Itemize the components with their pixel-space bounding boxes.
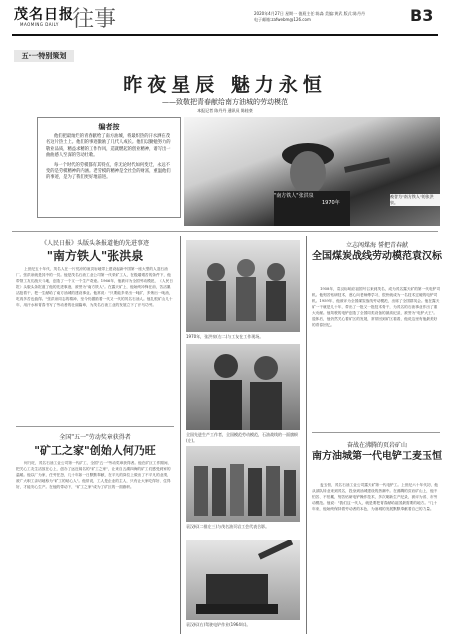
editor-note-text bbox=[46, 134, 174, 182]
story2-kicker: 全国"五一"劳动奖章获得者 bbox=[59, 434, 131, 441]
page-subheadline: ——致敬把青春献给南方油城的劳动模范 bbox=[162, 98, 288, 106]
date-line: 2020年4月27日 星期一 值班主任:陈淼 美编:黄武 版式:陈丹丹 bbox=[254, 11, 365, 16]
photo-workers-caption: 1970年，张洪泉(右二)与工友在工作现场。 bbox=[186, 334, 264, 339]
feature-kicker: 五·一特别策划 bbox=[14, 50, 74, 62]
story1-title: "南方铁人"张洪泉 bbox=[46, 249, 144, 263]
editor-note-p1: 他们把最灿烂的青春献给了南方油城，将最炽热的汗水洒在茂名这片热土上。他们的事迹激励了几代人成长。他们以勤勉努力的敬业品质，精益求精的工作作风，造就燃起的创业精神，谱写出一曲曲感人至深的劳动壮歌。 bbox=[46, 134, 171, 159]
email-line: 电子邮箱:zafwebm@126.com bbox=[254, 17, 311, 22]
photo-union-group bbox=[186, 446, 300, 522]
story4-body: 麦玉恒，茂名石油工业公司露天矿第一代电铲工。上世纪六十年代初，他从部队转业来到茂名，投身到油城建设的热潮中。在沸腾的页岩矿山上，他不怕苦、不怕累，刻苦钻研电铲操作技术，多次刷新生产纪录，被评为省、市劳动模范。他说："我们这一代人，就是要把青春献给祖国最需要的地方。"几十年来，他始终保持着劳动者的本色，为油城的发展默默奉献着自己的力量。 bbox=[312, 483, 438, 511]
photo-union-group-figures bbox=[186, 446, 300, 522]
story4-title: 南方油城第一代电铲工麦玉恒 bbox=[312, 451, 442, 462]
byline: 本报记者 陈丹丹 通讯员 陈桂豪 bbox=[197, 108, 253, 113]
masthead-info bbox=[254, 11, 365, 23]
photo-shovel-caption: 袁汉标(右)驾驶电铲作业(1964年)。 bbox=[186, 622, 251, 627]
page-number: B3 bbox=[410, 6, 434, 25]
photo-model-workers-caption: 全国先进生产工作者，全国模范劳动模范，石油战线的一面旗帜(左)。 bbox=[186, 432, 298, 443]
photo-workers-figures bbox=[186, 240, 300, 332]
photo-workers-1970 bbox=[186, 240, 300, 332]
right-divider bbox=[312, 432, 440, 433]
story2-title: "矿工之家"创始人何乃旺 bbox=[34, 444, 156, 457]
photo-model-workers-figures bbox=[186, 344, 300, 430]
story3-body: 1958年，袁汉标响应祖国号召来到茂名，成为茂名露天矿的第一代电铲司机。他刻苦钻研技术，虚心向老师傅学习，很快就成为一名技术过硬的电铲司机。1959年，他被评为全国煤炭战线劳动模范，出席了全国群英会。他在露天矿一干就是几十年，带出了一批又一批技术骨干，为茂名的石油事业作出了重大贡献。他驾驶的电铲创造了全国同类设备的最高纪录，被誉为"电铲大王"。退休后，他仍然关心着矿区的发展，常常回到矿区看看，他说这里有他最美好的青春回忆。 bbox=[312, 287, 440, 327]
main-photo bbox=[184, 117, 440, 226]
story4-kicker: 奋战在沸腾的页岩矿山 bbox=[346, 442, 407, 449]
masthead-rule bbox=[12, 34, 438, 36]
photo-union-group-caption: 袁汉标(二排左三)与茂名油页岩工会代表合影。 bbox=[186, 524, 270, 529]
main-photo-caption: "南方铁人"张洪泉 bbox=[274, 193, 314, 199]
main-photo-side-caption: 被誉为"南方铁人"的张洪泉。 bbox=[390, 194, 440, 206]
editor-note-box bbox=[37, 117, 181, 218]
section-title: 往事 bbox=[72, 7, 117, 32]
editor-note-title: 编者按 bbox=[98, 122, 120, 131]
editor-note-p2: 每一个时代的劳模都有其特点，你无论时代如何变迁，永远不变的是劳模精神的内涵。老劳模的精神是全社会的财富，重温他们的事迹，是为了我们更好地前进。 bbox=[46, 162, 171, 181]
section-divider bbox=[12, 231, 438, 232]
story3-title: 全国煤炭战线劳动模范袁汉标 bbox=[312, 251, 442, 262]
photo-shovel-machine bbox=[186, 540, 300, 620]
photo-model-workers bbox=[186, 344, 300, 430]
main-photo-figure bbox=[184, 117, 440, 226]
story1-body: 上世纪五十年代，茂名人在一片荒凉的油页岩地带上建设起新中国第一座大型的人造石油厂。张洪泉就是其中的一员。他是茂名石油工业公司第一代采矿工人，在极端艰苦的条件下，他带领工友们战天斗地，创造了一个又一个生产奇迹。1966年，他被评为全国劳动模范，《人民日报》头版头条报道了他的先进事迹，被誉为"南方铁人"。在露天矿上，他始终冲锋在前，苦活累活抢着干，把一生献给了南方油城的建设事业。他常说："只要能多采出一吨矿，多炼出一吨油，吃再多苦也值得。"张洪泉同志的精神，至今仍激励着一代又一代的茂名石油人。他扎根矿山几十年，用汗水和青春书写了劳动者的壮丽篇章，为茂名石油工业的发展立下了汗马功劳。 bbox=[16, 267, 173, 307]
newspaper-logo-sub: MAOMING DAILY bbox=[20, 22, 59, 27]
main-photo-year: 1970年 bbox=[322, 200, 340, 206]
story1-kicker: 《人民日报》头版头条报道他的先进事迹 bbox=[40, 240, 149, 247]
newspaper-logo: 茂名日报 bbox=[14, 7, 74, 23]
story2-body: 何乃旺，茂名石油工业公司第一代矿工，全国"五一"劳动奖章获得者。他在矿区工作期间，把关心工友生活放在心上，创办了远近闻名的"矿工之家"，让来自五湖四海的矿工们感受到家的温暖。他以厂为家，任劳任怨，几十年如一日默默奉献，在平凡的岗位上做出了不平凡的业绩，被广大职工亲切地称为"矿工的贴心人"。他常说，工人是企业的主人，只有让大家吃得好、住得好，才能安心生产。在他的带动下，"矿工之家"成为了矿区的一面旗帜。 bbox=[16, 461, 172, 489]
story3-kicker: 立志闯煤海 誓把青春献 bbox=[346, 242, 408, 249]
left-divider bbox=[16, 426, 174, 427]
page-headline: 昨夜星辰 魅力永恒 bbox=[123, 74, 327, 96]
column-divider-left bbox=[180, 236, 181, 634]
column-divider-right bbox=[306, 236, 307, 634]
photo-shovel-1964 bbox=[186, 540, 300, 620]
